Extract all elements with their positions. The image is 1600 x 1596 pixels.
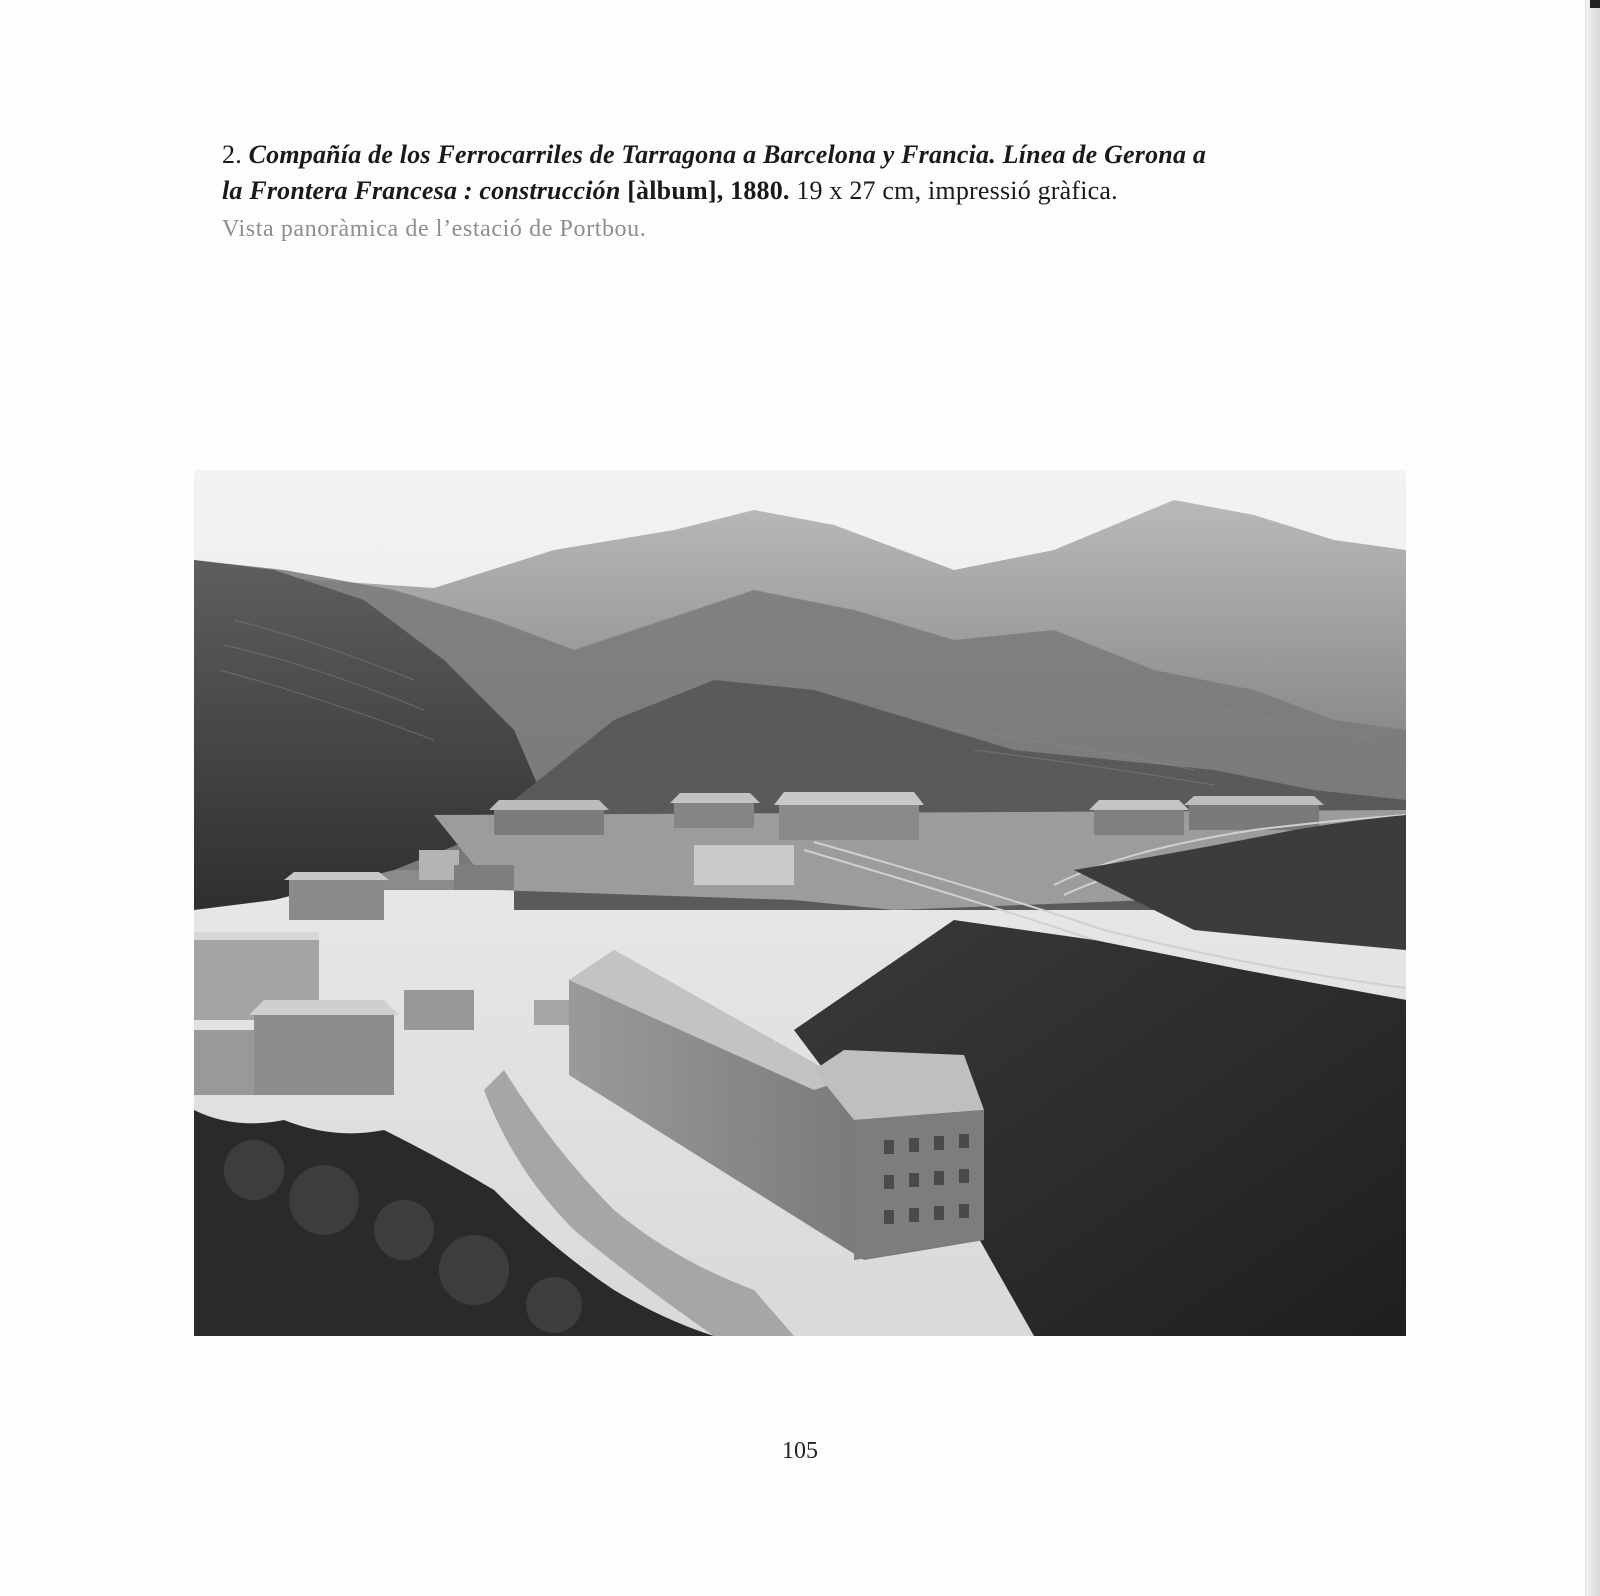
caption-details: 19 x 27 cm, impressió gràfica. bbox=[796, 176, 1118, 205]
caption bbox=[222, 137, 1382, 209]
historical-photo bbox=[194, 470, 1406, 1336]
page-edge bbox=[1585, 0, 1600, 1596]
caption-title-line1: Compañía de los Ferrocarriles de Tarragona a Barcelona y Francia. Línea de Gerona a bbox=[248, 140, 1207, 169]
photo-illustration bbox=[194, 470, 1406, 1336]
corner-mark bbox=[1590, 0, 1600, 8]
page-number: 105 bbox=[782, 1438, 818, 1464]
caption-album: [àlbum], 1880. bbox=[627, 176, 790, 205]
caption-title-line2: la Frontera Francesa : construcción bbox=[222, 176, 621, 205]
caption-number: 2. bbox=[222, 140, 242, 169]
subcaption: Vista panoràmica de l’estació de Portbou. bbox=[222, 216, 647, 242]
